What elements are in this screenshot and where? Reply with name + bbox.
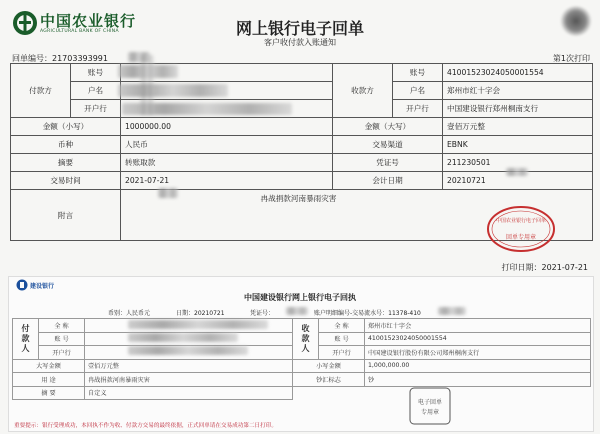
redaction xyxy=(506,168,528,176)
ccb-stamp xyxy=(408,386,452,426)
serial-number: 回单编号：21703393991 xyxy=(12,54,108,63)
svg-text:专用章: 专用章 xyxy=(420,409,440,416)
currency: 人民币 xyxy=(121,136,333,154)
ccb-amount-small: 1,000,000.00 xyxy=(365,359,591,373)
redaction-blot xyxy=(560,6,592,36)
svg-text:中国农业银行电子回单: 中国农业银行电子回单 xyxy=(495,218,547,224)
redaction xyxy=(118,84,228,97)
ccb-serial: 账户明细编号-交易流水号：11378-410 xyxy=(314,310,421,317)
ccb-logo: 建设银行 xyxy=(16,279,54,291)
amount-small: 1000000.00 xyxy=(121,118,333,136)
payee-account: 4100152302405000155​4 xyxy=(443,64,593,82)
receipt-subtitle: 客户收付款入账通知 xyxy=(264,38,336,47)
ccb-title: 中国建设银行网上银行电子回执 xyxy=(244,293,356,302)
summary: 转账取款 xyxy=(121,154,333,172)
ccb-date: 日期：20210721 xyxy=(176,310,225,317)
ccb-amount-big: 壹佰万元整 xyxy=(85,359,293,373)
ccb-payee-label: 收款人 xyxy=(293,319,319,360)
payee-name: 郑州市红十字会 xyxy=(443,82,593,100)
receipt-table: 付款方 账号 收款方 账号 4100152302405000155​4 户名 户名 郑州市红十字会 开户行 开户行 中国建设银行郑州桐南支行 金额（小写） 1000000.00 金额（大写） 壹佰万元整 币种 人民币 交易渠道 EBNK 摘要 转账取款 凭证号 211230501 交易时间 2021-07-21 会计日期 20210721 附言 冉战捐款河南暴雨灾害 xyxy=(10,63,593,241)
payee-bank: 中国建设银行郑州桐南支行 xyxy=(443,100,593,118)
receipt-stamp xyxy=(486,205,556,253)
bank-name-en: AGRICULTURAL BANK OF CHINA xyxy=(40,29,119,34)
redaction xyxy=(158,188,178,198)
ccb-payee-name: 郑州市红十字会 xyxy=(365,319,591,333)
voucher: 211230501 xyxy=(443,154,593,172)
ccb-notice: 重要提示：银行受理成功，本回执不作为收、付款方交易的最终依据，正式回单请在交易成功第二日打印。 xyxy=(14,423,277,429)
payee-label: 收款方 xyxy=(333,64,393,118)
svg-text:回单专用章: 回单专用章 xyxy=(505,234,537,241)
ccb-summary: 自定义 xyxy=(85,386,293,400)
ccb-payer-label: 付款人 xyxy=(13,319,39,360)
ccb-table: 付款人 全 称 收款人 全 称 郑州市红十字会 账 号 账 号 41001523024050001554 开户行 开户行 中国建设银行股份有限公司郑州桐南支行 大写金额 壹佰万元整 小写金额 1,000,000.00 用 途 冉战捐款河南暴雨灾害 钞汇标志 钞 摘 要 自定义 xyxy=(12,318,591,400)
receipt-title: 网上银行电子回单 xyxy=(235,19,364,38)
payer-label: 付款方 xyxy=(11,64,71,118)
redaction xyxy=(286,307,308,315)
print-date: 打印日期：2021-07-21 xyxy=(501,263,588,272)
channel: EBNK xyxy=(443,136,593,154)
ccb-currency: 币别：人民币元 xyxy=(108,310,151,317)
redaction xyxy=(128,320,268,329)
ccb-payee-account: 41001523024050001554 xyxy=(365,332,591,346)
memo: 冉战捐款河南暴雨灾害 xyxy=(121,190,593,241)
ccb-logo-icon xyxy=(16,279,28,291)
redaction xyxy=(128,333,238,342)
acct-date: 20210721 xyxy=(443,172,593,190)
redaction xyxy=(140,55,154,115)
ccb-use: 冉战捐款河南暴雨灾害 xyxy=(85,373,293,387)
trade-time: 2021-07-21 xyxy=(121,172,333,190)
print-count: 第1次打印 xyxy=(552,54,590,63)
redaction xyxy=(128,346,248,355)
ccb-voucher: 凭证号： xyxy=(250,310,275,317)
ccb-payee-bank: 中国建设银行股份有限公司郑州桐南支行 xyxy=(365,346,591,360)
ccb-remark: 钞 xyxy=(365,373,591,387)
bank-name: 中国农业银行 xyxy=(40,12,137,30)
svg-text:电子回单: 电子回单 xyxy=(417,399,443,406)
redaction xyxy=(438,307,466,315)
amount-big: 壹佰万元整 xyxy=(443,118,593,136)
